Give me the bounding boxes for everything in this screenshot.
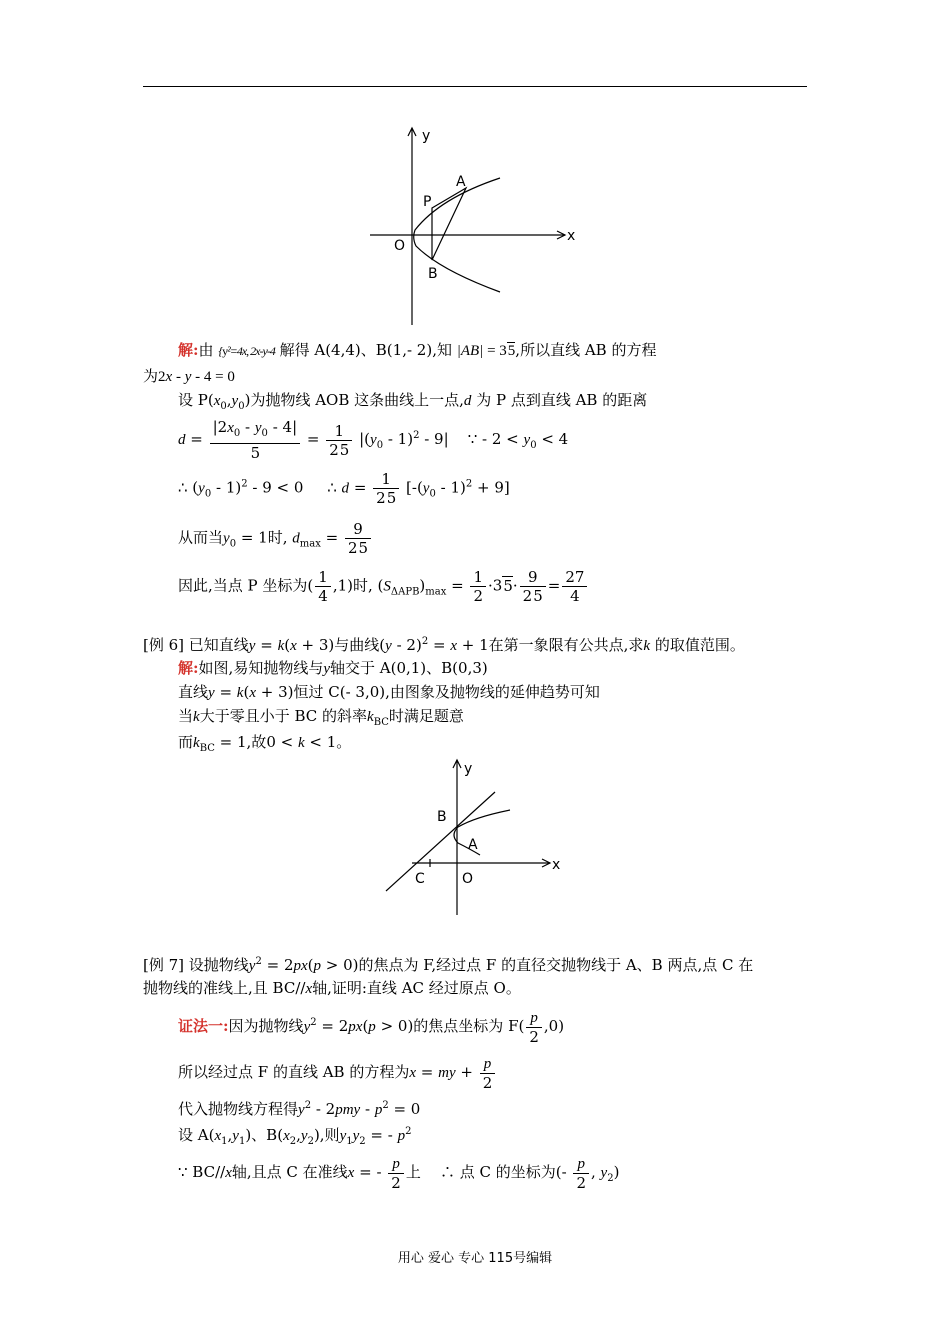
point-a-label: A	[468, 837, 478, 853]
point-b-label: B	[428, 266, 438, 282]
e6-line-2: 直线y = k(x + 3)恒过 C(- 3,0),由图象及抛物线的延伸趋势可知	[178, 683, 600, 701]
e6-title: [例 6] 已知直线y = k(x + 3)与曲线(y - 2)$^2$ = x + 1在第一象限有公共点,求k 的取值范围。	[143, 636, 745, 654]
origin-label: O	[462, 871, 474, 887]
e7-title-2: 抛物线的准线上,且 BC//x轴,证明:直线 AC 经过原点 O。	[143, 979, 521, 997]
axes	[412, 760, 550, 915]
axes	[370, 128, 565, 325]
e5-line-6: 从而当$y_0 = 1$时, $d_{max}$ = $\frac{9}{25}$	[178, 520, 373, 557]
y-axis-label: y	[422, 128, 431, 144]
point-a-label: A	[456, 174, 466, 190]
e5-line-5: ∴ $(y_0 - 1)^2 - 9 < 0$ ∴ d = $\frac{1}{25}$ $[-(y_0 - 1)^2 + 9]$	[178, 470, 510, 507]
point-c-label: C	[415, 871, 425, 887]
e5-line-2: 为2x - y - 4 = 0	[143, 367, 235, 385]
line-through-c	[386, 792, 495, 891]
point-b-label: B	[437, 809, 447, 825]
e7-title-1: [例 7] 设抛物线$y^2 = 2px(p > 0)$的焦点为 F,经过点 F 的直径交抛物线于 A、B 两点,点 C 在	[143, 956, 754, 974]
e7-line-3: 代入抛物线方程得$y^2 - 2pmy - p^2 = 0$	[178, 1100, 421, 1118]
y-axis-label: y	[464, 761, 473, 777]
e7-line-4: 设 $A(x_1,y_1)$、$B(x_2,y_2)$,则$y_1y_2$ = - $p^2$	[178, 1126, 412, 1147]
e7-line-5: ∵ BC//x轴,且点 C 在准线x = - $\frac{p}{2}$ 上 ∴ 点 C 的坐标为(- $\frac{p}{2}$ , $y_2$)	[178, 1156, 620, 1192]
e6-line-3: 当k大于零且小于 BC 的斜率$k_{BC}$时满足题意	[178, 707, 464, 728]
parabola-figure-2	[380, 755, 570, 920]
e7-line-2: 所以经过点 F 的直线 AB 的方程为x = my + $\frac{p}{2}$	[178, 1054, 497, 1092]
point-p-label: P	[423, 194, 432, 210]
header-rule	[143, 86, 807, 87]
parabola-curve	[454, 810, 510, 855]
e5-line-4: d = $\frac{|2x_0 - y_0 - 4|}{5}$ = $\frac{1}{25}$ $|(y_0 - 1)^2 - 9|$ ∵ - $2 < y_0 < 4$	[178, 418, 569, 462]
page-footer: 用心 爱心 专心 115号编辑	[397, 1251, 553, 1266]
e5-line-7: 因此,当点 P 坐标为( $\frac{1}{4}$ ,1)时, $(S_{\Delta APB})_{max}$ = $\frac{1}{2}$ ·35· $\frac{9}{25}$ = $\frac{27}{4}$	[178, 568, 589, 605]
x-axis-label: x	[567, 228, 576, 244]
x-axis-label: x	[552, 857, 561, 873]
e6-line-1: 解:如图,易知抛物线与y轴交于 A(0,1)、B(0,3)	[178, 659, 488, 677]
triangle-pab	[432, 188, 466, 260]
e5-line-1: 解:由 {y²=4x, 2x-y-4 解得 A(4,4)、B(1,- 2),知 |AB| = 35,所以直线 AB 的方程	[178, 341, 657, 359]
e5-line-3: 设 $P(x_0,y_0)$为抛物线 AOB 这条曲线上一点,d 为 P 点到直线 AB 的距离	[178, 391, 648, 412]
parabola-figure-1	[360, 120, 590, 330]
e6-line-4: 而$k_{BC} = 1$,故0 < k < 1。	[178, 733, 352, 754]
origin-label: O	[394, 238, 406, 254]
e7-line-1: 证法一:因为抛物线$y^2 = 2px(p > 0)$的焦点坐标为 F( $\frac{p}{2}$ ,0)	[178, 1010, 565, 1046]
